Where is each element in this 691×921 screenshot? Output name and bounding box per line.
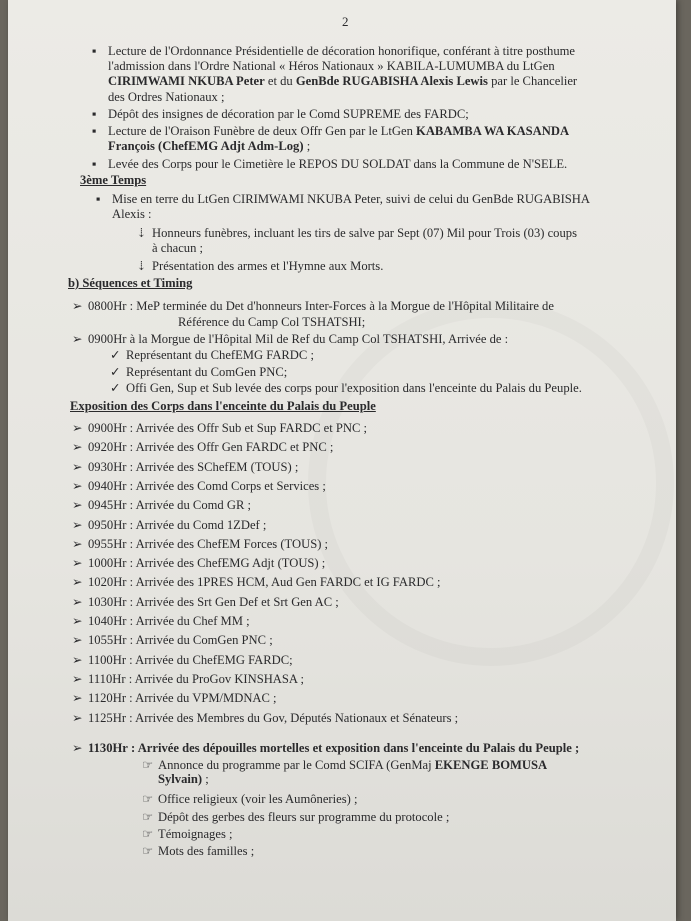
check-line: ✓ Représentant du ChefEMG FARDC ; (110, 348, 314, 362)
sub-bullet-line: ☞ Témoignages ; (142, 827, 233, 841)
arrow-bullet-icon: ➢ (72, 440, 83, 455)
arrow-bullet-icon: ➢ (72, 594, 83, 609)
section-heading: Exposition des Corps dans l'enceinte du Palais du Peuple (70, 399, 376, 413)
timing-line: ➢ 0945Hr : Arrivée du Comd GR ; (72, 498, 252, 513)
timing-line: ➢ 0950Hr : Arrivée du Comd 1ZDef ; (72, 517, 267, 532)
sub-bullet-line: ⇣ Présentation des armes et l'Hymne aux Morts. (136, 259, 384, 273)
check-line: ✓ Offi Gen, Sup et Sub levée des corps pour l'exposition dans l'enceinte du Palais du Peuple. (110, 381, 582, 395)
arrow-bullet-icon: ➢ (72, 671, 83, 686)
timing-line: ➢ 1110Hr : Arrivée du ProGov KINSHASA ; (72, 671, 304, 686)
sub-bullet-line: Sylvain) ; (158, 772, 209, 786)
arrow-bullet-icon: ➢ (72, 536, 83, 551)
bullet-line: François (ChefEMG Adjt Adm-Log) ; (108, 139, 311, 153)
arrow-bullet-icon: ➢ (72, 459, 83, 474)
timing-line: ➢ 1120Hr : Arrivée du VPM/MDNAC ; (72, 691, 277, 706)
bullet-line: des Ordres Nationaux ; (108, 90, 225, 104)
timing-line: ➢ 0955Hr : Arrivée des ChefEM Forces (TOUS) ; (72, 536, 329, 551)
bullet-line: CIRIMWAMI NKUBA Peter et du GenBde RUGABISHA Alexis Lewis par le Chancelier (108, 74, 578, 88)
faint-seal-watermark (308, 300, 674, 666)
sub-bullet-line: ⇣ Honneurs funèbres, incluant les tirs de salve par Sept (07) Mil pour Trois (03) coups (136, 226, 577, 240)
timing-line: ➢ 0930Hr : Arrivée des SChefEM (TOUS) ; (72, 459, 299, 474)
document-page (8, 0, 676, 921)
section-heading: 3ème Temps (80, 173, 147, 187)
arrow-bullet-icon: ➢ (72, 633, 83, 648)
bullet-line: ▪ Dépôt des insignes de décoration par le Comd SUPREME des FARDC; (92, 107, 469, 121)
timing-line: ➢ 0940Hr : Arrivée des Comd Corps et Services ; (72, 478, 326, 493)
arrow-bullet-icon: ➢ (72, 652, 83, 667)
bullet-line: ▪ Lecture de l'Oraison Funèbre de deux Offr Gen par le LtGen KABAMBA WA KASANDA (92, 124, 570, 138)
timing-line: ➢ 0800Hr : MeP terminée du Det d'honneurs Inter-Forces à la Morgue de l'Hôpital Militaire de (72, 299, 554, 313)
timing-line: ➢ 0920Hr : Arrivée des Offr Gen FARDC et PNC ; (72, 440, 334, 455)
arrow-bullet-icon: ➢ (72, 556, 83, 571)
arrow-bullet-icon: ➢ (72, 478, 83, 493)
bullet-line: ▪ Lecture de l'Ordonnance Présidentielle de décoration honorifique, conférant à titre posthume (92, 44, 576, 58)
bullet-line: ▪ Mise en terre du LtGen CIRIMWAMI NKUBA Peter, suivi de celui du GenBde RUGABISHA (96, 192, 590, 206)
timing-line: ➢ 1055Hr : Arrivée du ComGen PNC ; (72, 633, 273, 648)
sub-bullet-line: à chacun ; (152, 241, 204, 255)
arrow-bullet-icon: ➢ (72, 498, 83, 513)
bullet-line: Alexis : (112, 207, 152, 221)
bullet-line: ▪ Levée des Corps pour le Cimetière le REPOS DU SOLDAT dans la Commune de N'SELE. (92, 157, 568, 171)
page-number: 2 (342, 14, 349, 29)
sub-bullet-line: ☞ Office religieux (voir les Aumôneries) ; (142, 792, 358, 806)
timing-line: ➢ 0900Hr : Arrivée des Offr Sub et Sup FARDC et PNC ; (72, 421, 368, 435)
sub-bullet-line: ☞ Mots des familles ; (142, 844, 255, 858)
check-line: ✓ Représentant du ComGen PNC; (110, 365, 288, 379)
section-heading: b) Séquences et Timing (68, 276, 193, 290)
timing-line: ➢ 1020Hr : Arrivée des 1PRES HCM, Aud Gen FARDC et IG FARDC ; (72, 575, 441, 590)
timing-line: ➢ 0900Hr à la Morgue de l'Hôpital Mil de Ref du Camp Col TSHATSHI, Arrivée de : (72, 332, 509, 346)
timing-line: ➢ 1040Hr : Arrivée du Chef MM ; (72, 614, 250, 628)
arrow-bullet-icon: ➢ (72, 710, 83, 725)
arrow-bullet-icon: ➢ (72, 691, 83, 706)
arrow-bullet-icon: ➢ (72, 614, 83, 628)
bullet-line: l'admission dans l'Ordre National « Héros Nationaux » KABILA-LUMUMBA du LtGen (108, 59, 555, 73)
timing-line: ➢ 1030Hr : Arrivée des Srt Gen Def et Srt Gen AC ; (72, 594, 339, 609)
timing-line: ➢ 1130Hr : Arrivée des dépouilles mortelles et exposition dans l'enceinte du Palais du Peuple ; (72, 741, 580, 755)
timing-line: Référence du Camp Col TSHATSHI; (178, 315, 366, 329)
timing-line: ➢ 1100Hr : Arrivée du ChefEMG FARDC; (72, 652, 293, 667)
sub-bullet-line: ☞ Annonce du programme par le Comd SCIFA (GenMaj EKENGE BOMUSA (142, 758, 548, 772)
timing-line: ➢ 1000Hr : Arrivée des ChefEMG Adjt (TOUS) ; (72, 556, 326, 571)
arrow-bullet-icon: ➢ (72, 421, 83, 435)
arrow-bullet-icon: ➢ (72, 517, 83, 532)
sub-bullet-line: ☞ Dépôt des gerbes des fleurs sur programme du protocole ; (142, 810, 450, 824)
timing-line: ➢ 1125Hr : Arrivée des Membres du Gov, Députés Nationaux et Sénateurs ; (72, 710, 459, 725)
arrow-bullet-icon: ➢ (72, 575, 83, 590)
